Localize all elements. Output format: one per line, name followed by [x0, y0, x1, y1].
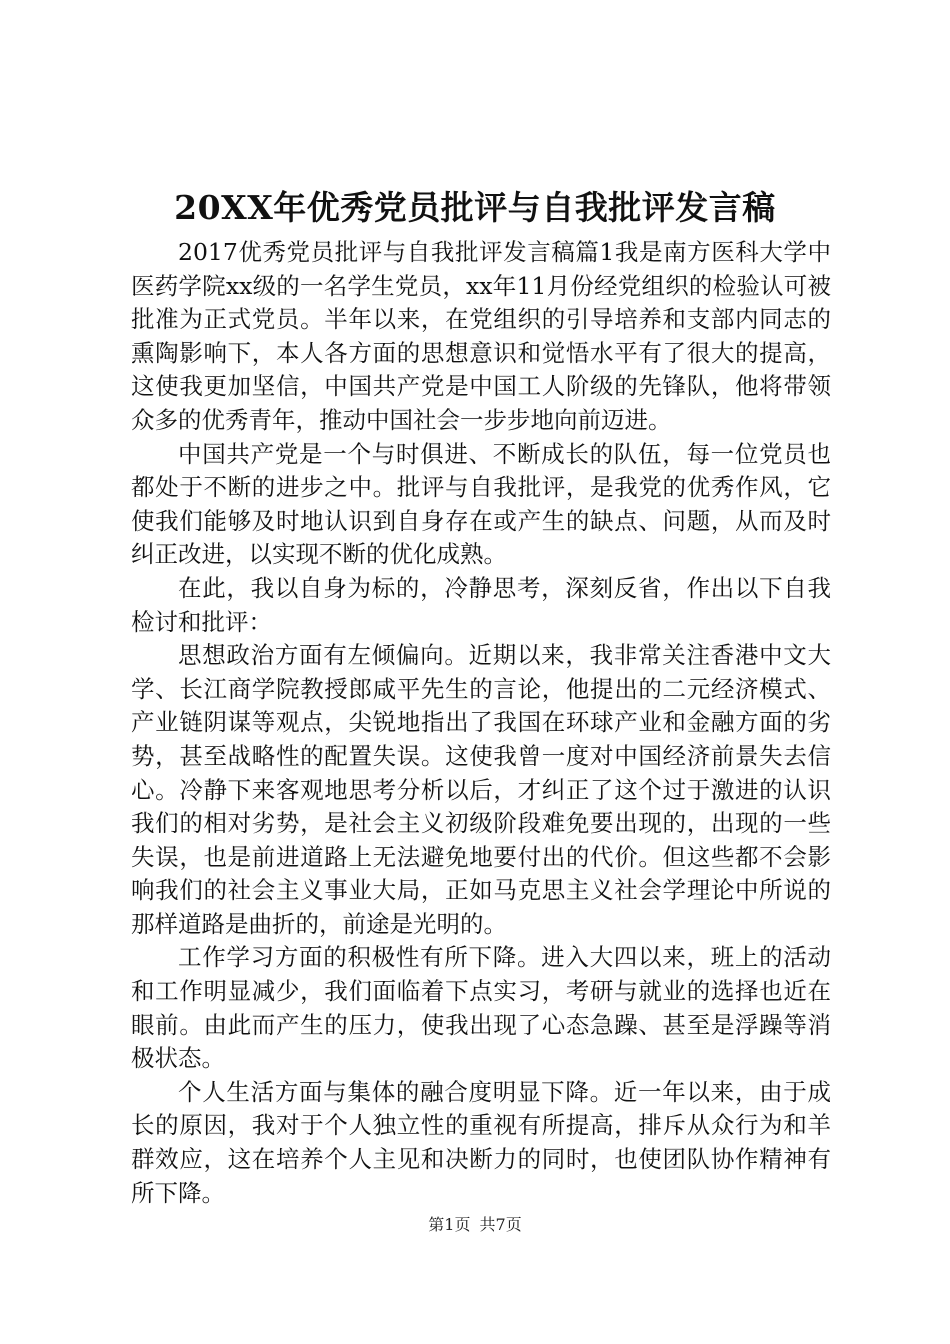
page-footer	[0, 1214, 950, 1236]
paragraph-2: 中国共产党是一个与时俱进、不断成长的队伍，每一位党员也都处于不断的进步之中。批评与自我批评，是我党的优秀作风，它使我们能够及时地认识到自身存在或产生的缺点、问题，从而及时纠正改进，以实现不断的优化成熟。	[131, 439, 831, 569]
document-body	[131, 236, 831, 1210]
page-number: 第1页	[428, 1215, 471, 1234]
paragraph-1: 2017优秀党员批评与自我批评发言稿篇1我是南方医科大学中医药学院xx级的一名学生党员，xx年11月份经党组织的检验认可被批准为正式党员。半年以来，在党组织的引导培养和支部内同志的熏陶影响下，本人各方面的思想意识和觉悟水平有了很大的提高，这使我更加坚信，中国共产党是中国工人阶级的先锋队，他将带领众多的优秀青年，推动中国社会一步步地向前迈进。	[131, 238, 831, 434]
paragraph-3: 在此，我以自身为标的，冷静思考，深刻反省，作出以下自我检讨和批评：	[131, 573, 831, 636]
paragraph-4: 思想政治方面有左倾偏向。近期以来，我非常关注香港中文大学、长江商学院教授郎咸平先生的言论，他提出的二元经济模式、产业链阴谋等观点，尖锐地指出了我国在环球产业和金融方面的劣势，甚至战略性的配置失误。这使我曾一度对中国经济前景失去信心。冷静下来客观地思考分析以后，才纠正了这个过于激进的认识我们的相对劣势，是社会主义初级阶段难免要出现的，出现的一些失误，也是前进道路上无法避免地要付出的代价。但这些都不会影响我们的社会主义事业大局，正如马克思主义社会学理论中所说的那样道路是曲折的，前途是光明的。	[131, 641, 831, 938]
total-pages: 共7页	[479, 1215, 522, 1234]
paragraph-6: 个人生活方面与集体的融合度明显下降。近一年以来，由于成长的原因，我对于个人独立性的重视有所提高，排斥从众行为和羊群效应，这在培养个人主见和决断力的同时，也使团队协作精神有所下降。	[131, 1077, 831, 1207]
paragraph-5: 工作学习方面的积极性有所下降。进入大四以来，班上的活动和工作明显减少，我们面临着下点实习，考研与就业的选择也近在眼前。由此而产生的压力，使我出现了心态急躁、甚至是浮躁等消极状态。	[131, 943, 831, 1073]
document-title: 20XX年优秀党员批评与自我批评发言稿	[174, 188, 776, 227]
